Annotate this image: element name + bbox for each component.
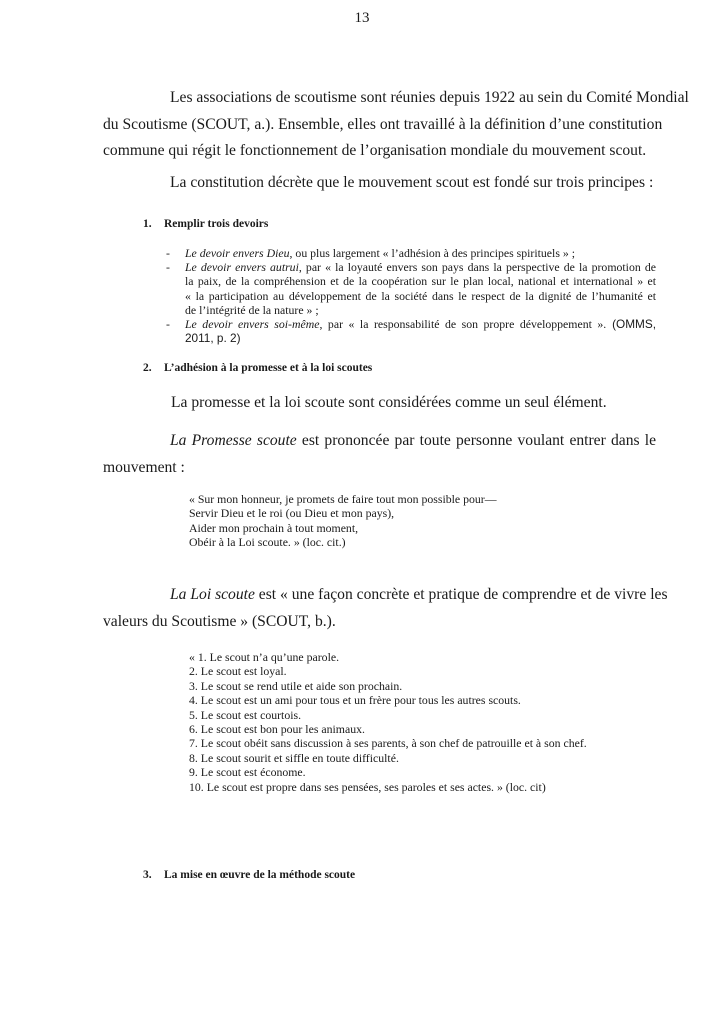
intro-paragraph <box>103 85 689 165</box>
law-item: 5. Le scout est courtois. <box>189 707 302 722</box>
law-title: La Loi scoute <box>170 586 255 603</box>
intro-line-3: commune qui régit le fonctionnement de l’organisation mondiale du mouvement scout. <box>103 142 647 159</box>
section-2-number: 2. <box>143 362 152 374</box>
bullet-dash: - <box>166 246 170 260</box>
duty-title: Le devoir envers autrui <box>185 260 299 275</box>
citation: (OMMS, <box>606 317 656 332</box>
promise-title: La Promesse scoute <box>170 432 297 449</box>
duty-title: Le devoir envers soi-même <box>185 317 320 332</box>
promise-quote <box>189 492 497 550</box>
principles-intro: La constitution décrète que le mouvement scout est fondé sur trois principes : <box>170 174 654 191</box>
section-1-number: 1. <box>143 218 152 230</box>
law-item: 10. Le scout est propre dans ses pensées, ses paroles et ses actes. » (loc. cit) <box>189 779 546 794</box>
duty-item-god: - Le devoir envers Dieu, ou plus largement « l’adhésion à des principes spirituels » ; <box>166 246 575 260</box>
promise-line: Aider mon prochain à tout moment, <box>189 520 359 535</box>
promise-paragraph: La Promesse scoute est prononcée par toute personne voulant entrer dans le mouvement : <box>103 432 657 476</box>
bullet-dash: - <box>166 260 170 275</box>
law-item: 4. Le scout est un ami pour tous et un frère pour tous les autres scouts. <box>189 693 521 708</box>
bullet-dash: - <box>166 317 170 332</box>
law-item: 8. Le scout sourit et siffle en toute difficulté. <box>189 750 399 765</box>
promise-line: Obéir à la Loi scoute. » (loc. cit.) <box>189 535 346 550</box>
law-item: 6. Le scout est bon pour les animaux. <box>189 722 365 737</box>
promise-law-intro: La promesse et la loi scoute sont considérées comme un seul élément. <box>171 394 607 411</box>
promise-line: « Sur mon honneur, je promets de faire tout mon possible pour— <box>189 492 497 506</box>
section-3-title: La mise en œuvre de la méthode scoute <box>164 869 356 881</box>
duty-item-others: - Le devoir envers autrui, par « la loyauté envers son pays dans la perspective de la promotion de la paix, de la compréhension et de la coopération sur le plan local, national et international » et « la participation au développement de la société dans le respect de la dignité de l’humanité et de l’intégrité de la nature » ; <box>166 260 656 317</box>
law-item: 2. Le scout est loyal. <box>189 664 287 679</box>
duties-list <box>166 246 656 345</box>
law-item: 3. Le scout se rend utile et aide son prochain. <box>189 678 403 693</box>
section-3-number: 3. <box>143 869 152 881</box>
promise-line: Servir Dieu et le roi (ou Dieu et mon pays), <box>189 506 395 521</box>
page-number: 13 <box>354 10 370 26</box>
section-1-title: Remplir trois devoirs <box>164 218 269 230</box>
section-2-title: L’adhésion à la promesse et à la loi scoutes <box>164 362 373 374</box>
law-item: 9. Le scout est économe. <box>189 765 306 780</box>
intro-line-1: Les associations de scoutisme sont réunies depuis 1922 au sein du Comité Mondial <box>170 89 689 106</box>
duty-item-self: - Le devoir envers soi-même, par « la responsabilité de son propre développement ». (OMMS, 2011, p. 2) <box>166 317 656 346</box>
law-item: « 1. Le scout n’a qu’une parole. <box>189 650 340 664</box>
law-item: 7. Le scout obéit sans discussion à ses parents, à son chef de patrouille et à son chef. <box>189 736 587 751</box>
scout-law-list <box>189 650 587 794</box>
law-paragraph: La Loi scoute est « une façon concrète et pratique de comprendre et de vivre les valeurs du Scoutisme » (SCOUT, b.). <box>103 586 668 630</box>
duty-title: Le devoir envers Dieu <box>185 246 290 260</box>
intro-line-2: du Scoutisme (SCOUT, a.). Ensemble, elles ont travaillé à la définition d’une constitution <box>103 115 663 133</box>
